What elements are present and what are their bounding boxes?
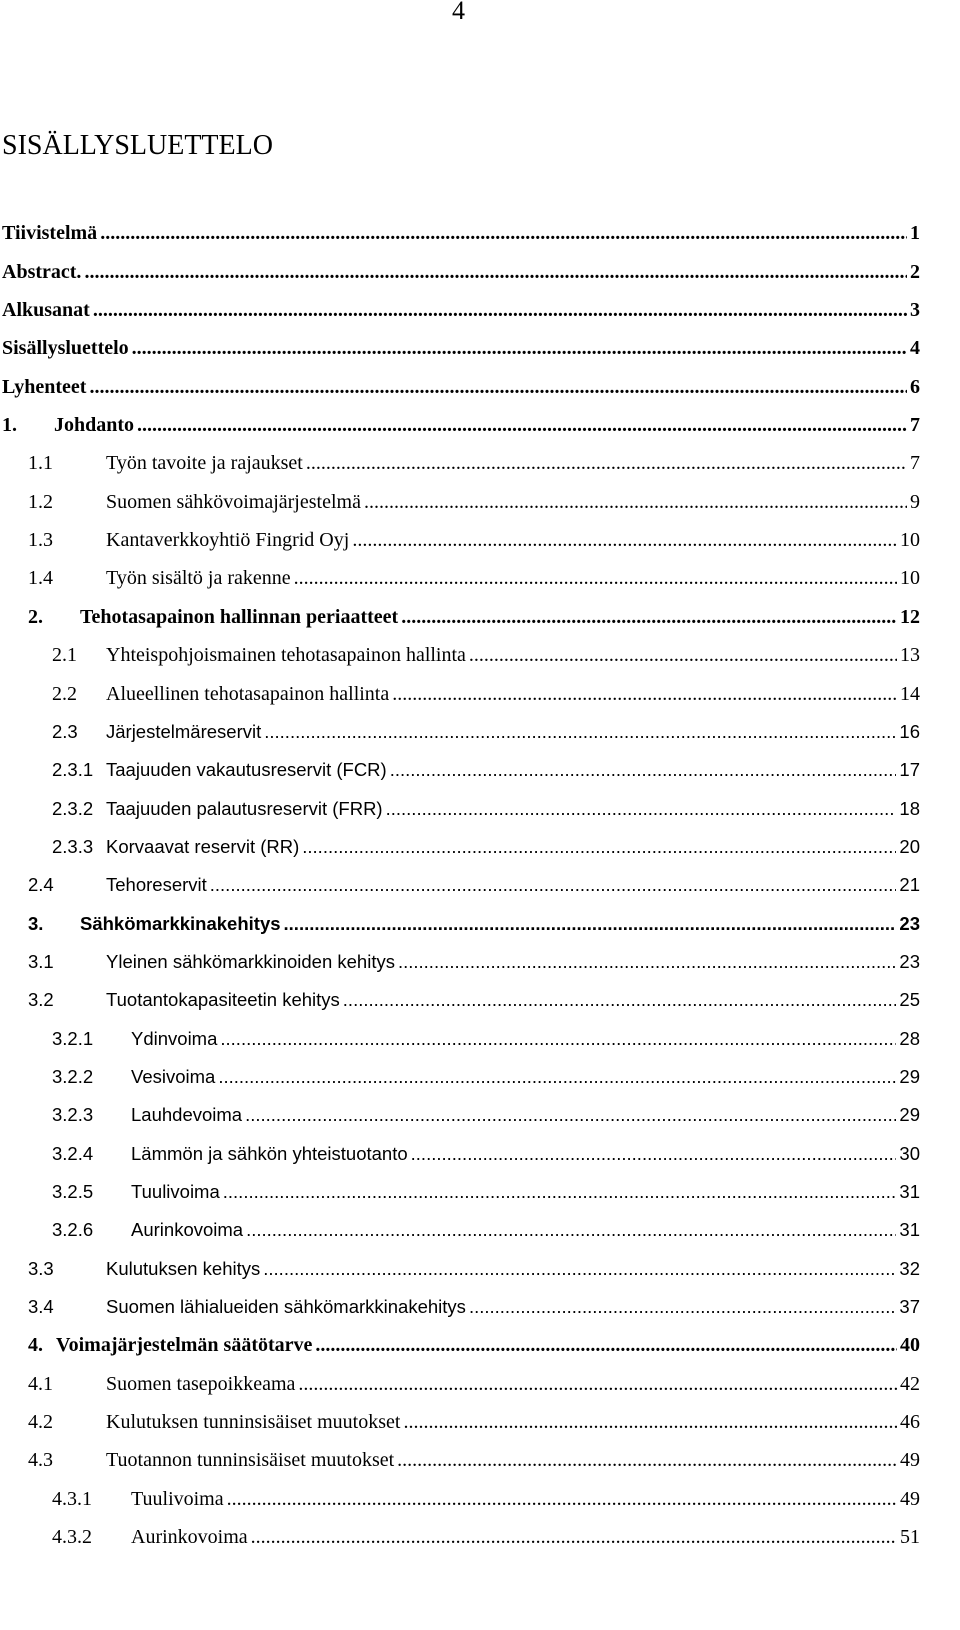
toc-entry-number: 3.2.3 — [52, 1104, 94, 1125]
toc-entry-label: Lauhdevoima — [131, 1104, 243, 1125]
toc-entry-page: 46 — [900, 1411, 920, 1433]
toc-leader-dots — [306, 452, 907, 475]
toc-entry-page: 16 — [899, 721, 920, 742]
toc-leader-dots — [284, 913, 897, 935]
toc-entry-label: Taajuuden palautusreservit (FRR) — [106, 798, 383, 819]
toc-leader-dots — [84, 261, 907, 284]
toc-entry-page: 23 — [899, 913, 920, 934]
toc-entry-label: Johdanto — [54, 414, 135, 436]
toc-leader-dots — [469, 1296, 896, 1318]
toc-entry[interactable] — [0, 222, 920, 252]
toc-entry-number: 2.3.2 — [52, 798, 94, 819]
toc-leader-dots — [137, 414, 907, 437]
toc-entry-number: 3. — [28, 913, 44, 934]
toc-entry-page: 40 — [900, 1334, 920, 1356]
toc-entry-label: Taajuuden vakautusreservit (FCR) — [106, 759, 387, 780]
toc-entry-label: Tuotannon tunninsisäiset muutokset — [106, 1449, 395, 1471]
toc-entry-page: 42 — [900, 1373, 920, 1395]
toc-entry[interactable] — [0, 1028, 920, 1058]
toc-entry-label: Lyhenteet — [2, 376, 87, 398]
toc-leader-dots — [251, 1526, 897, 1549]
toc-entry-number: 2.3.1 — [52, 759, 94, 780]
toc-entry[interactable] — [0, 299, 920, 329]
toc-entry-number: 4.3.2 — [52, 1526, 92, 1548]
toc-entry-label: Kantaverkkoyhtiö Fingrid Oyj — [106, 529, 350, 551]
toc-entry[interactable] — [0, 1526, 920, 1556]
toc-entry[interactable] — [0, 1411, 920, 1441]
toc-entry-label: Alueellinen tehotasapainon hallinta — [106, 683, 390, 705]
toc-leader-dots — [343, 989, 897, 1011]
toc-leader-dots — [223, 1181, 897, 1203]
toc-leader-dots — [302, 836, 896, 858]
toc-leader-dots — [364, 491, 907, 514]
toc-entry-number: 3.2 — [28, 989, 54, 1010]
toc-entry-label: Voimajärjestelmän säätötarve — [56, 1334, 313, 1356]
toc-entry[interactable] — [0, 414, 920, 444]
toc-entry[interactable] — [0, 529, 920, 559]
toc-entry-label: Tehotasapainon hallinnan periaatteet — [80, 606, 399, 628]
toc-entry-page: 7 — [910, 452, 920, 474]
toc-entry[interactable] — [0, 644, 920, 674]
toc-leader-dots — [263, 1258, 896, 1280]
toc-leader-dots — [246, 1219, 896, 1241]
toc-entry-page: 49 — [900, 1488, 920, 1510]
toc-entry[interactable] — [0, 836, 920, 866]
toc-entry-page: 49 — [900, 1449, 920, 1471]
toc-entry-label: Tuulivoima — [131, 1488, 224, 1510]
toc-leader-dots — [352, 529, 897, 552]
toc-entry-number: 2.3.3 — [52, 836, 94, 857]
toc-entry[interactable] — [0, 874, 920, 904]
toc-entry-page: 31 — [899, 1219, 920, 1240]
toc-entry[interactable] — [0, 1104, 920, 1134]
toc-entry-number: 4. — [28, 1334, 43, 1356]
toc-entry-label: Yhteispohjoismainen tehotasapainon hallinta — [106, 644, 466, 666]
toc-entry-number: 2.4 — [28, 874, 54, 895]
toc-entry-label: Aurinkovoima — [131, 1526, 248, 1548]
toc-entry-number: 3.2.1 — [52, 1028, 94, 1049]
toc-leader-dots — [298, 1373, 897, 1396]
toc-entry[interactable] — [0, 452, 920, 482]
toc-entry-label: Tuotantokapasiteetin kehitys — [106, 989, 340, 1010]
toc-entry-label: Suomen sähkövoimajärjestelmä — [106, 491, 361, 513]
toc-entry-page: 29 — [899, 1104, 920, 1125]
toc-entry[interactable] — [0, 1143, 920, 1173]
toc-entry-page: 32 — [899, 1258, 920, 1279]
toc-entry[interactable] — [0, 261, 920, 291]
toc-entry-page: 21 — [899, 874, 920, 895]
toc-entry-number: 2.1 — [52, 644, 77, 666]
toc-entry[interactable] — [0, 1334, 920, 1364]
toc-entry[interactable] — [0, 1181, 920, 1211]
toc-entry[interactable] — [0, 798, 920, 828]
toc-entry-label: Suomen tasepoikkeama — [106, 1373, 296, 1395]
toc-entry-label: Työn tavoite ja rajaukset — [106, 452, 303, 474]
toc-entry-number: 2. — [28, 606, 43, 628]
toc-leader-dots — [386, 798, 897, 820]
toc-entry-page: 14 — [900, 683, 920, 705]
toc-entry-page: 23 — [899, 951, 920, 972]
toc-entry-label: Korvaavat reservit (RR) — [106, 836, 300, 857]
toc-leader-dots — [218, 1066, 896, 1088]
toc-entry-label: Suomen lähialueiden sähkömarkkinakehitys — [106, 1296, 466, 1317]
toc-entry-page: 20 — [899, 836, 920, 857]
toc-entry[interactable] — [0, 989, 920, 1019]
toc-entry[interactable] — [0, 1296, 920, 1326]
toc-entry-page: 51 — [900, 1526, 920, 1548]
toc-entry-number: 2.2 — [52, 683, 77, 705]
toc-entry[interactable] — [0, 1066, 920, 1096]
toc-entry-page: 1 — [910, 222, 920, 244]
toc-entry-number: 3.4 — [28, 1296, 54, 1317]
toc-leader-dots — [401, 606, 897, 629]
toc-entry-number: 3.2.6 — [52, 1219, 94, 1240]
toc-entry-page: 10 — [900, 529, 920, 551]
toc-entry-page: 13 — [900, 644, 920, 666]
toc-leader-dots — [294, 567, 897, 590]
toc-entry[interactable] — [0, 606, 920, 636]
toc-entry-page: 6 — [910, 376, 920, 398]
toc-entry-number: 3.2.2 — [52, 1066, 94, 1087]
toc-entry-page: 3 — [910, 299, 920, 321]
page-number: 4 — [452, 0, 465, 25]
toc-entry-number: 4.1 — [28, 1373, 53, 1395]
toc-entry-page: 2 — [910, 261, 920, 283]
toc-leader-dots — [469, 644, 897, 667]
toc-entry-page: 17 — [899, 759, 920, 780]
toc-leader-dots — [245, 1104, 896, 1126]
toc-entry-number: 3.2.4 — [52, 1143, 94, 1164]
toc-leader-dots — [132, 337, 907, 360]
toc-entry-label: Abstract. — [2, 261, 82, 283]
toc-entry[interactable] — [0, 721, 920, 751]
toc-entry-label: Työn sisältö ja rakenne — [106, 567, 291, 589]
toc-entry-label: Aurinkovoima — [131, 1219, 244, 1240]
toc-leader-dots — [392, 683, 897, 706]
toc-entry-label: Lämmön ja sähkön yhteistuotanto — [131, 1143, 408, 1164]
toc-entry-number: 1.3 — [28, 529, 53, 551]
toc-entry-number: 3.3 — [28, 1258, 54, 1279]
toc-entry[interactable] — [0, 1488, 920, 1518]
toc-entry-page: 29 — [899, 1066, 920, 1087]
toc-entry-page: 28 — [899, 1028, 920, 1049]
toc-entry-number: 3.1 — [28, 951, 54, 972]
toc-leader-dots — [315, 1334, 897, 1357]
toc-entry-number: 4.3 — [28, 1449, 53, 1471]
toc-entry[interactable] — [0, 1219, 920, 1249]
toc-entry-label: Tehoreservit — [106, 874, 207, 895]
toc-entry-page: 25 — [899, 989, 920, 1010]
toc-entry[interactable] — [0, 337, 920, 367]
toc-entry-page: 30 — [899, 1143, 920, 1164]
toc-entry-label: Kulutuksen tunninsisäiset muutokset — [106, 1411, 401, 1433]
toc-leader-dots — [264, 721, 896, 743]
toc-entry-page: 37 — [899, 1296, 920, 1317]
toc-leader-dots — [390, 759, 897, 781]
toc-entry[interactable] — [0, 759, 920, 789]
toc-leader-dots — [210, 874, 897, 896]
toc-entry-number: 3.2.5 — [52, 1181, 94, 1202]
toc-leader-dots — [398, 951, 896, 973]
toc-leader-dots — [227, 1488, 897, 1511]
toc-entry-label: Järjestelmäreservit — [106, 721, 262, 742]
toc-entry-label: Ydinvoima — [131, 1028, 218, 1049]
toc-entry-number: 2.3 — [52, 721, 78, 742]
toc-leader-dots — [220, 1028, 896, 1050]
toc-entry-label: Sähkömarkkinakehitys — [80, 913, 281, 934]
toc-entry-label: Vesivoima — [131, 1066, 216, 1087]
toc-entry[interactable] — [0, 951, 920, 981]
toc-leader-dots — [89, 376, 907, 399]
toc-entry-page: 12 — [900, 606, 920, 628]
toc-entry[interactable] — [0, 1449, 920, 1479]
toc-entry-label: Kulutuksen kehitys — [106, 1258, 261, 1279]
toc-entry-label: Tuulivoima — [131, 1181, 220, 1202]
toc-title: SISÄLLYSLUETTELO — [2, 130, 273, 161]
toc-entry[interactable] — [0, 376, 920, 406]
toc-leader-dots — [93, 299, 907, 322]
toc-entry-number: 4.2 — [28, 1411, 53, 1433]
toc-entry-page: 31 — [899, 1181, 920, 1202]
toc-leader-dots — [403, 1411, 897, 1434]
toc-entry-number: 1.4 — [28, 567, 53, 589]
toc-entry-number: 1.2 — [28, 491, 53, 513]
toc-entry-page: 9 — [910, 491, 920, 513]
toc-entry-page: 10 — [900, 567, 920, 589]
toc-entry[interactable] — [0, 683, 920, 713]
toc-entry-number: 1. — [2, 414, 17, 436]
toc-leader-dots — [100, 222, 907, 245]
toc-entry-label: Sisällysluettelo — [2, 337, 129, 359]
toc-entry[interactable] — [0, 1373, 920, 1403]
toc-entry-page: 4 — [910, 337, 920, 359]
toc-entry-label: Yleinen sähkömarkkinoiden kehitys — [106, 951, 395, 972]
toc-entry-label: Tiivistelmä — [2, 222, 98, 244]
toc-entry[interactable] — [0, 913, 920, 943]
toc-leader-dots — [397, 1449, 897, 1472]
toc-leader-dots — [411, 1143, 897, 1165]
toc-entry[interactable] — [0, 491, 920, 521]
toc-entry[interactable] — [0, 1258, 920, 1288]
toc-entry-label: Alkusanat — [2, 299, 90, 321]
toc-entry-number: 4.3.1 — [52, 1488, 92, 1510]
toc-entry-number: 1.1 — [28, 452, 53, 474]
toc-entry-page: 18 — [899, 798, 920, 819]
toc-entry[interactable] — [0, 567, 920, 597]
toc-entry-page: 7 — [910, 414, 920, 436]
